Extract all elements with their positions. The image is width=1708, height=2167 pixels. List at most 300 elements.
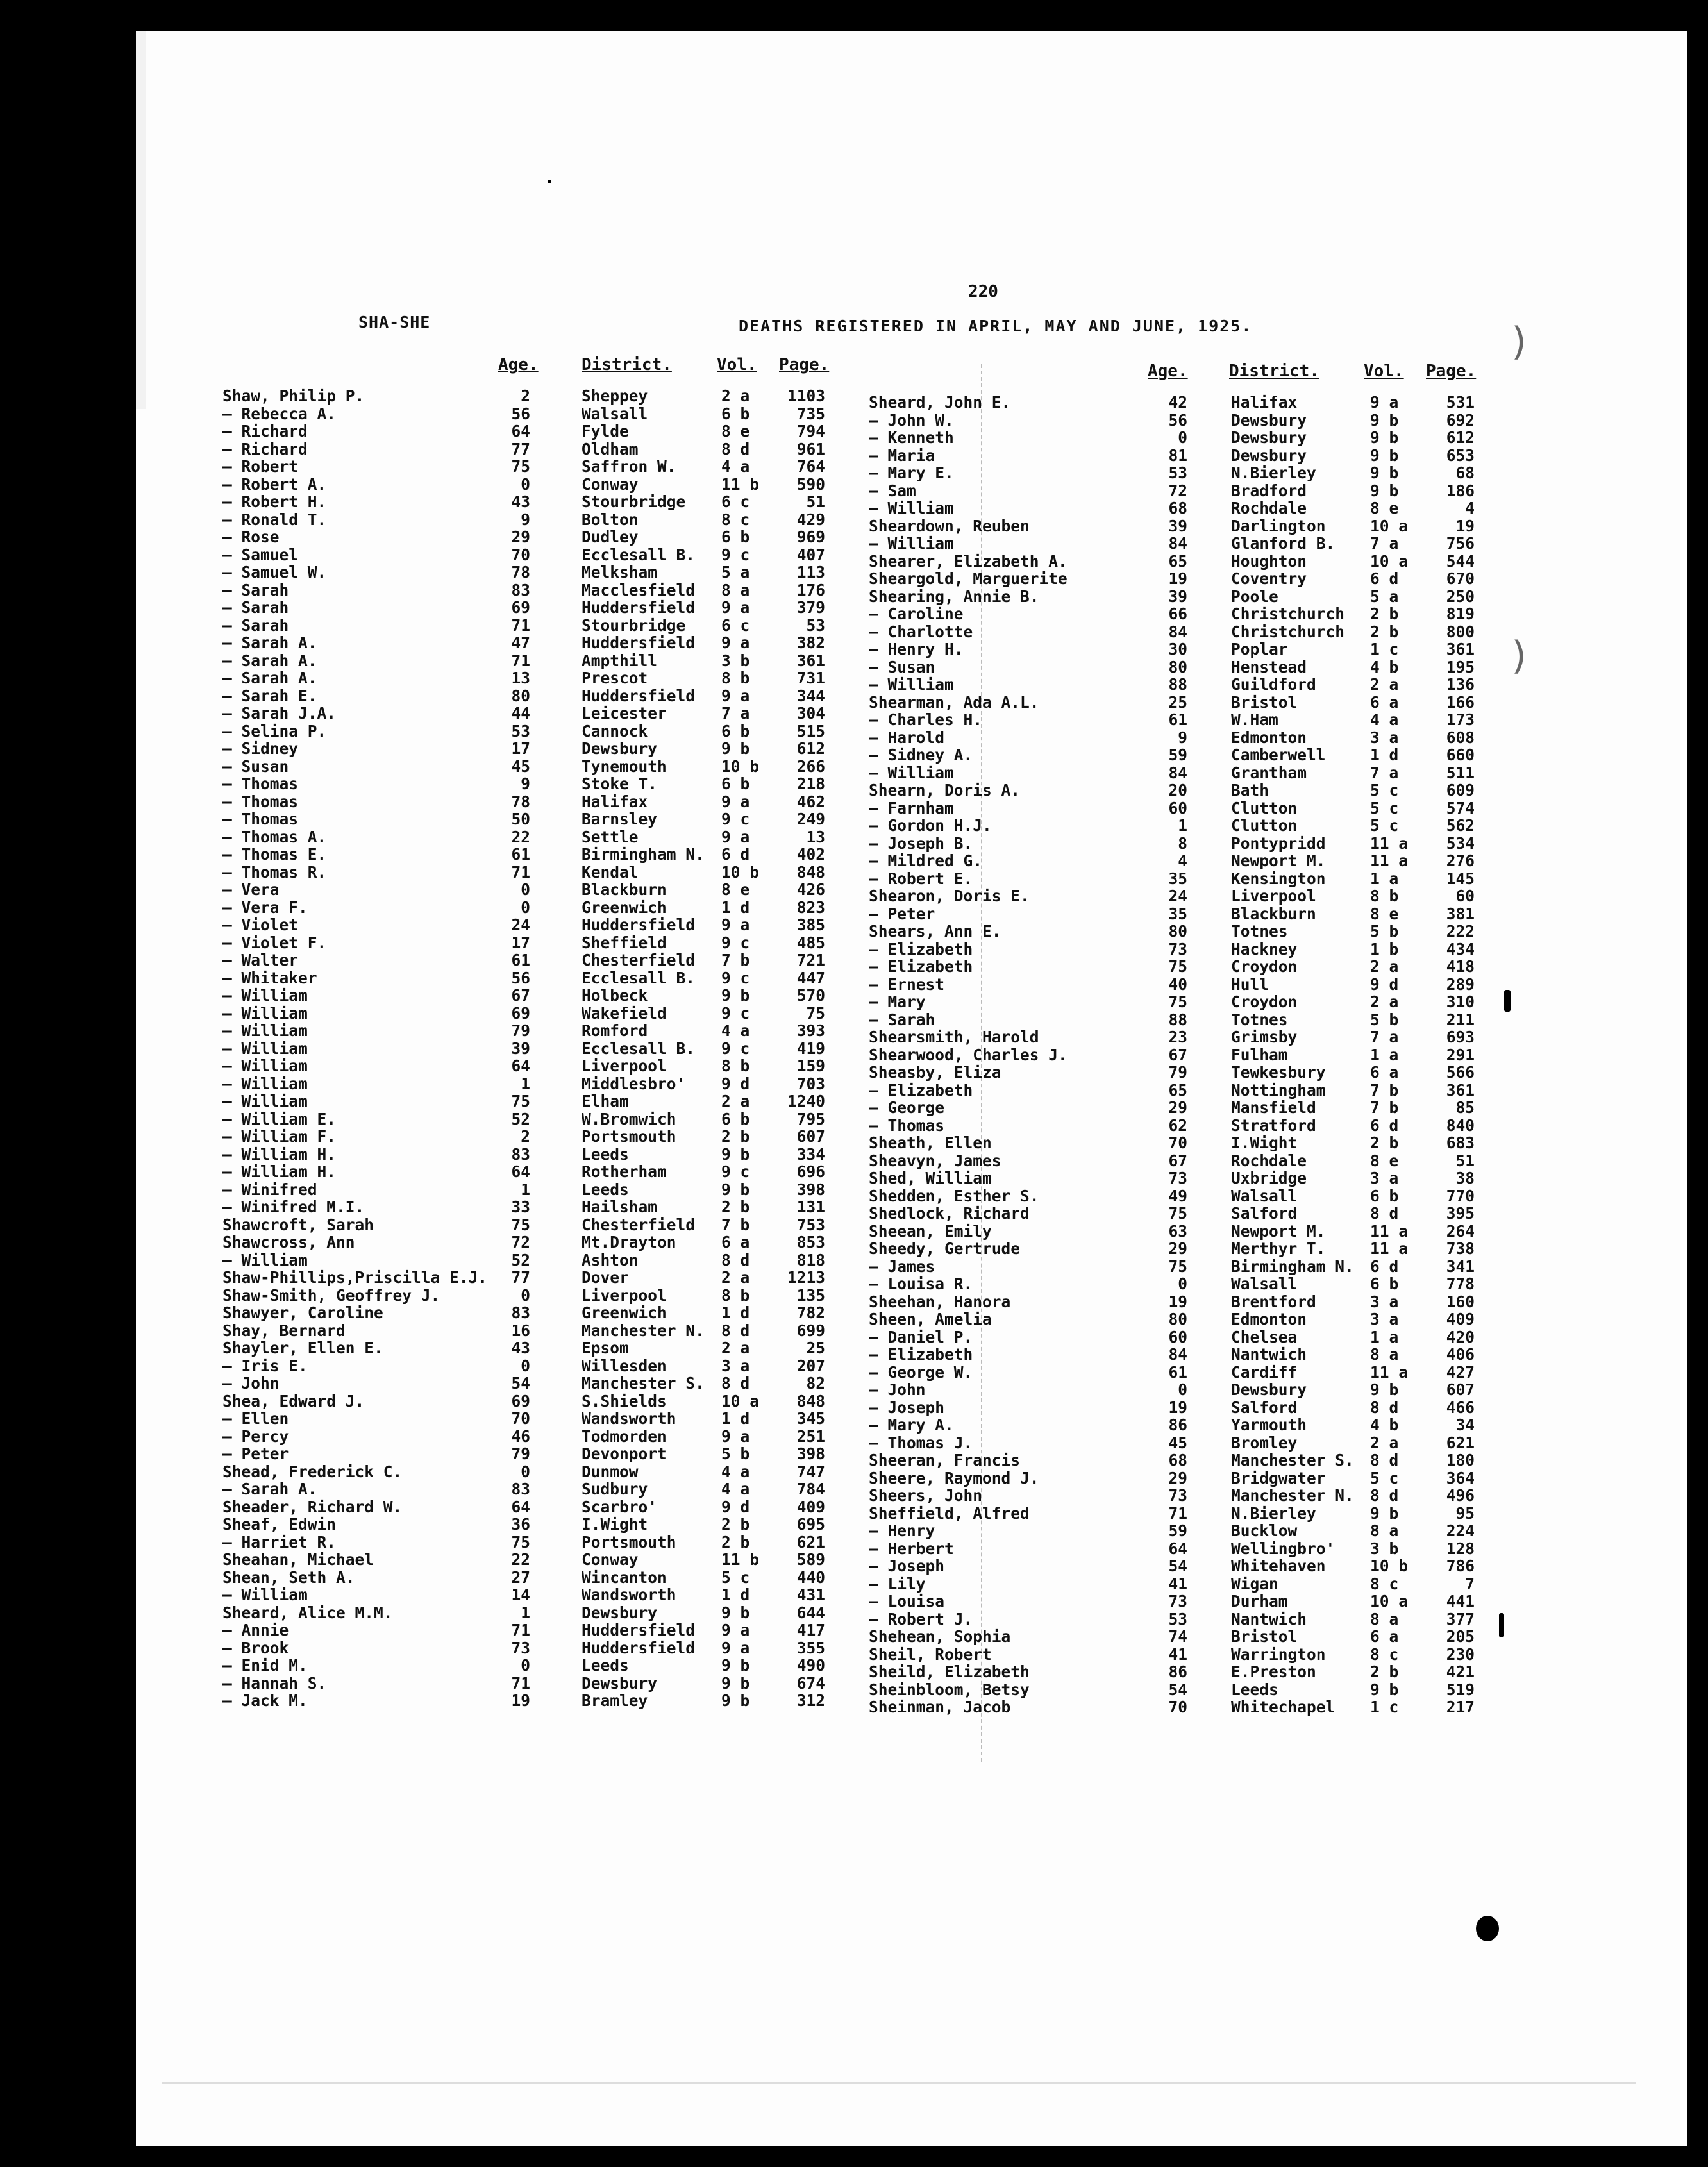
entry-age: 19 <box>1168 1398 1187 1417</box>
entry-name: — Sarah <box>222 580 289 599</box>
entry-vol: 1 a <box>1370 1327 1399 1346</box>
entry-age: 41 <box>1168 1644 1187 1664</box>
entry-name: — Louisa R. <box>869 1275 973 1293</box>
entry-page: 417 <box>796 1621 825 1639</box>
entry-district: Tynemouth <box>582 757 667 776</box>
entry-age: 53 <box>1168 1609 1187 1628</box>
entry-vol: 6 d <box>721 845 750 864</box>
entry-page: 670 <box>1446 569 1475 588</box>
entry-page: 38 <box>1455 1169 1475 1187</box>
entry-district: Barnsley <box>582 810 658 828</box>
entry-name: — Mildred G. <box>869 851 983 870</box>
entry-name: — Violet <box>222 916 299 934</box>
entry-vol: 6 b <box>721 1109 750 1128</box>
entry-district: Cardiff <box>1231 1362 1298 1382</box>
entry-district: Scarbro' <box>582 1497 658 1516</box>
entry-page: 381 <box>1446 904 1475 923</box>
entry-name: Sheahan, Michael <box>222 1550 374 1569</box>
entry-vol: 2 a <box>721 1092 750 1110</box>
entry-name: Shaw-Phillips,Priscilla E.J. <box>222 1268 488 1287</box>
entry-name: — Mary A. <box>869 1416 954 1434</box>
entry-vol: 2 b <box>721 1532 750 1552</box>
entry-vol: 9 a <box>721 1427 750 1446</box>
entry-district: Dewsbury <box>582 1673 658 1693</box>
entry-district: Liverpool <box>582 1057 667 1075</box>
entry-name: — Ernest <box>869 975 945 994</box>
entry-page: 699 <box>796 1321 825 1340</box>
entry-page: 364 <box>1446 1468 1475 1487</box>
entry-name: Sheath, Ellen <box>869 1134 992 1152</box>
entry-district: Nottingham <box>1231 1080 1326 1100</box>
entry-page: 574 <box>1446 798 1475 817</box>
entry-age: 75 <box>511 1092 530 1110</box>
entry-page: 355 <box>796 1638 825 1657</box>
entry-page: 379 <box>796 598 825 617</box>
entry-name: — Robert <box>222 457 299 476</box>
entry-name: — Daniel P. <box>869 1327 973 1346</box>
entry-name: Sheffield, Alfred <box>869 1503 1030 1523</box>
entry-age: 69 <box>511 1391 530 1410</box>
entry-district: Stourbridge <box>582 492 686 511</box>
entry-name: — Sam <box>869 481 916 500</box>
entry-district: Brentford <box>1231 1292 1316 1311</box>
entry-district: Clutton <box>1231 816 1298 835</box>
entry-page: 683 <box>1446 1134 1475 1152</box>
entry-district: Stratford <box>1231 1116 1316 1135</box>
entry-name: — Annie <box>222 1621 289 1639</box>
entry-district: Coventry <box>1231 569 1307 588</box>
entry-page: 19 <box>1455 516 1475 535</box>
entry-vol: 9 b <box>1370 464 1399 482</box>
entry-page: 608 <box>1446 728 1475 747</box>
entry-page: 644 <box>796 1603 825 1622</box>
entry-page: 60 <box>1455 887 1475 905</box>
entry-name: — William H. <box>222 1162 337 1181</box>
entry-vol: 8 d <box>1370 1204 1399 1223</box>
entry-district: Romford <box>582 1021 648 1040</box>
entry-district: Chesterfield <box>582 1215 696 1234</box>
entry-age: 71 <box>511 862 530 882</box>
entry-name: — Vera F. <box>222 898 308 917</box>
entry-district: Wandsworth <box>582 1409 676 1428</box>
entry-page: 304 <box>796 704 825 723</box>
entry-age: 65 <box>1168 551 1187 571</box>
entry-age: 45 <box>511 757 530 776</box>
entry-page: 703 <box>796 1074 825 1093</box>
entry-age: 73 <box>1168 1486 1187 1505</box>
entry-age: 59 <box>1168 1521 1187 1540</box>
entry-vol: 2 a <box>721 1339 750 1357</box>
entry-district: Elham <box>582 1092 629 1110</box>
entry-district: Huddersfield <box>582 916 696 934</box>
entry-vol: 8 e <box>1370 499 1399 517</box>
entry-vol: 8 d <box>721 439 750 458</box>
entry-age: 62 <box>1168 1116 1187 1135</box>
entry-district: Newport M. <box>1231 851 1326 870</box>
entry-vol: 6 b <box>721 774 750 793</box>
entry-age: 43 <box>511 1339 530 1357</box>
entry-age: 84 <box>1168 763 1187 782</box>
entry-vol: 9 b <box>721 1656 750 1675</box>
entry-name: Sheil, Robert <box>869 1644 992 1664</box>
ink-blot <box>1476 1916 1499 1941</box>
entry-district: Blackburn <box>1231 904 1316 923</box>
entry-district: Walsall <box>1231 1186 1298 1205</box>
entry-district: Croydon <box>1231 957 1298 976</box>
entry-name: Sheers, John <box>869 1486 983 1505</box>
entry-district: Dover <box>582 1268 629 1287</box>
entry-age: 88 <box>1168 1010 1187 1029</box>
entry-name: — Winifred <box>222 1180 317 1199</box>
entry-district: Portsmouth <box>582 1532 676 1552</box>
entry-age: 75 <box>1168 957 1187 976</box>
entry-age: 0 <box>521 1462 530 1481</box>
entry-page: 721 <box>796 951 825 969</box>
entry-name: — Charles H. <box>869 710 983 729</box>
header-age-right: Age. <box>1148 362 1188 381</box>
entry-page: 531 <box>1446 393 1475 412</box>
entry-age: 77 <box>511 439 530 458</box>
entry-page: 431 <box>796 1586 825 1604</box>
entry-age: 69 <box>511 1003 530 1023</box>
entry-name: — Sarah A. <box>222 633 317 652</box>
entry-page: 393 <box>796 1021 825 1040</box>
entry-vol: 1 b <box>1370 939 1399 958</box>
entry-district: Bucklow <box>1231 1521 1298 1540</box>
entry-vol: 9 a <box>721 1638 750 1657</box>
entry-age: 83 <box>511 1144 530 1164</box>
entry-vol: 6 b <box>721 528 750 546</box>
entry-age: 83 <box>511 1480 530 1498</box>
entry-name: Shawcroft, Sarah <box>222 1215 374 1234</box>
entry-age: 0 <box>1178 1380 1187 1399</box>
entry-district: Ampthill <box>582 651 658 670</box>
entry-vol: 7 a <box>721 704 750 723</box>
entry-name: Sheard, John E. <box>869 393 1011 412</box>
entry-age: 29 <box>1168 1239 1187 1258</box>
entry-age: 20 <box>1168 781 1187 799</box>
entry-district: Dewsbury <box>1231 428 1307 447</box>
entry-name: — Thomas <box>222 774 299 793</box>
entry-vol: 8 d <box>721 1250 750 1269</box>
entry-name: Sheehan, Hanora <box>869 1292 1011 1311</box>
entry-district: Dewsbury <box>1231 446 1307 465</box>
entry-age: 23 <box>1168 1028 1187 1046</box>
entry-age: 71 <box>511 1673 530 1693</box>
entry-name: Sheardown, Reuben <box>869 516 1030 535</box>
entry-vol: 2 a <box>1370 675 1399 694</box>
entry-age: 83 <box>511 1303 530 1322</box>
entry-page: 490 <box>796 1656 825 1675</box>
entry-name: Sheild, Elizabeth <box>869 1662 1030 1681</box>
entry-page: 266 <box>796 757 825 776</box>
entry-age: 52 <box>511 1250 530 1269</box>
entry-name: Shedlock, Richard <box>869 1204 1030 1223</box>
entry-vol: 5 c <box>1370 1468 1399 1487</box>
entry-name: — Thomas <box>222 810 299 828</box>
entry-age: 61 <box>511 845 530 864</box>
entry-page: 848 <box>796 862 825 882</box>
entry-page: 207 <box>796 1356 825 1375</box>
entry-district: Portsmouth <box>582 1127 676 1146</box>
entry-vol: 9 b <box>1370 481 1399 500</box>
entry-district: Chelsea <box>1231 1327 1298 1346</box>
entry-page: 795 <box>796 1109 825 1128</box>
entry-age: 54 <box>511 1374 530 1393</box>
entry-name: — Robert J. <box>869 1609 973 1628</box>
entry-district: N.Bierley <box>1231 464 1316 482</box>
entry-page: 85 <box>1455 1098 1475 1117</box>
entry-district: Nantwich <box>1231 1609 1307 1628</box>
entry-name: — William <box>222 1074 308 1093</box>
entry-name: — Robert A. <box>222 474 327 494</box>
entry-vol: 9 b <box>1370 1503 1399 1523</box>
entry-age: 75 <box>511 1532 530 1552</box>
entry-name: — William <box>222 1586 308 1604</box>
entry-name: — William <box>222 1039 308 1058</box>
entry-age: 61 <box>511 951 530 969</box>
entry-age: 70 <box>511 545 530 564</box>
entry-vol: 9 a <box>721 792 750 811</box>
entry-age: 45 <box>1168 1433 1187 1452</box>
entry-age: 16 <box>511 1321 530 1340</box>
entry-district: N.Bierley <box>1231 1503 1316 1523</box>
entry-name: — Joseph <box>869 1557 945 1575</box>
entry-name: — Sarah A. <box>222 651 317 670</box>
entry-age: 29 <box>511 528 530 546</box>
entry-name: — John W. <box>869 410 954 430</box>
entry-page: 264 <box>1446 1221 1475 1241</box>
entry-name: Sheedy, Gertrude <box>869 1239 1021 1258</box>
entry-page: 75 <box>806 1003 825 1023</box>
entry-name: — Harold <box>869 728 945 747</box>
entry-vol: 5 a <box>1370 587 1399 606</box>
entry-page: 589 <box>796 1550 825 1569</box>
entry-district: Hackney <box>1231 939 1298 958</box>
entry-name: — Hannah S. <box>222 1673 327 1693</box>
entry-name: Sheeran, Francis <box>869 1451 1021 1469</box>
entry-page: 95 <box>1455 1503 1475 1523</box>
entry-district: Settle <box>582 827 639 846</box>
entry-name: — Brook <box>222 1638 289 1657</box>
entry-vol: 7 a <box>1370 763 1399 782</box>
entry-name: Sheard, Alice M.M. <box>222 1603 393 1622</box>
entry-vol: 5 c <box>1370 816 1399 835</box>
entry-age: 47 <box>511 633 530 652</box>
entry-name: — Sarah <box>222 615 289 635</box>
entry-district: Kensington <box>1231 869 1326 888</box>
entry-district: Birmingham N. <box>582 845 705 864</box>
entry-district: Manchester N. <box>582 1321 705 1340</box>
entry-age: 64 <box>1168 1539 1187 1558</box>
entry-vol: 2 b <box>721 1198 750 1216</box>
entry-page: 82 <box>806 1374 825 1393</box>
entry-district: Conway <box>582 1550 639 1569</box>
entry-vol: 3 b <box>721 651 750 670</box>
entry-age: 60 <box>1168 798 1187 817</box>
entry-page: 131 <box>796 1198 825 1216</box>
entry-age: 30 <box>1168 640 1187 658</box>
entry-name: Shedden, Esther S. <box>869 1186 1039 1205</box>
entry-district: Wincanton <box>582 1568 667 1587</box>
entry-district: Leicester <box>582 704 667 723</box>
entry-name: — Walter <box>222 951 299 969</box>
entry-age: 56 <box>511 404 530 423</box>
entry-age: 80 <box>511 686 530 705</box>
entry-name: — Peter <box>222 1444 289 1463</box>
entry-district: Uxbridge <box>1231 1169 1307 1187</box>
entry-name: — Richard <box>222 439 308 458</box>
entry-page: 653 <box>1446 446 1475 465</box>
entry-name: Shehean, Sophia <box>869 1627 1011 1646</box>
entry-page: 249 <box>796 810 825 828</box>
entry-vol: 9 d <box>721 1497 750 1516</box>
entry-vol: 11 a <box>1370 851 1409 870</box>
entry-page: 409 <box>1446 1310 1475 1328</box>
entry-page: 770 <box>1446 1186 1475 1205</box>
entry-name: Shea, Edward J. <box>222 1391 365 1410</box>
entry-age: 29 <box>1168 1468 1187 1487</box>
entry-vol: 6 b <box>721 721 750 740</box>
entry-vol: 1 c <box>1370 640 1399 658</box>
entry-vol: 8 d <box>721 1374 750 1393</box>
entry-district: Rotherham <box>582 1162 667 1181</box>
entry-vol: 1 a <box>1370 1045 1399 1064</box>
entry-age: 53 <box>511 721 530 740</box>
entry-district: Stoke T. <box>582 774 658 793</box>
entry-vol: 8 e <box>721 880 750 899</box>
entry-vol: 11 a <box>1370 1362 1409 1382</box>
entry-page: 738 <box>1446 1239 1475 1258</box>
entry-age: 52 <box>511 1109 530 1128</box>
entry-vol: 3 a <box>1370 1292 1399 1311</box>
entry-page: 377 <box>1446 1609 1475 1628</box>
entry-age: 64 <box>511 422 530 440</box>
entry-name: — Farnham <box>869 798 954 817</box>
entry-district: Holbeck <box>582 986 648 1005</box>
entry-age: 84 <box>1168 622 1187 641</box>
entry-vol: 9 b <box>721 1144 750 1164</box>
entry-district: Saffron W. <box>582 457 676 476</box>
scan-edge <box>162 2082 1636 2084</box>
entry-page: 382 <box>796 633 825 652</box>
entry-name: — Sarah A. <box>222 669 317 687</box>
entry-vol: 9 b <box>1370 1380 1399 1399</box>
entry-vol: 8 d <box>1370 1451 1399 1469</box>
entry-district: Dudley <box>582 528 639 546</box>
entry-district: Wakefield <box>582 1003 667 1023</box>
entry-district: Clutton <box>1231 798 1298 817</box>
entry-page: 361 <box>796 651 825 670</box>
entry-page: 128 <box>1446 1539 1475 1558</box>
entry-vol: 6 b <box>1370 1186 1399 1205</box>
entry-vol: 8 b <box>721 1057 750 1075</box>
entry-vol: 4 a <box>1370 710 1399 729</box>
entry-district: Bridgwater <box>1231 1468 1326 1487</box>
entry-vol: 9 a <box>721 686 750 705</box>
entry-vol: 5 c <box>1370 781 1399 799</box>
entry-district: Wigan <box>1231 1574 1278 1593</box>
entry-age: 0 <box>1178 1275 1187 1293</box>
entry-page: 693 <box>1446 1028 1475 1046</box>
entry-district: Walsall <box>1231 1275 1298 1293</box>
entry-page: 794 <box>796 422 825 440</box>
entry-age: 78 <box>511 792 530 811</box>
entry-age: 9 <box>521 510 530 529</box>
entry-district: Blackburn <box>582 880 667 899</box>
entry-district: Sheffield <box>582 933 667 952</box>
entry-district: Bromley <box>1231 1433 1298 1452</box>
entry-vol: 7 b <box>1370 1098 1399 1117</box>
entry-name: Shayler, Ellen E. <box>222 1339 383 1357</box>
entry-district: Leeds <box>582 1656 629 1675</box>
entry-age: 61 <box>1168 710 1187 729</box>
entry-vol: 9 d <box>1370 975 1399 994</box>
margin-mark <box>1499 1613 1504 1637</box>
entry-page: 466 <box>1446 1398 1475 1417</box>
entry-vol: 7 b <box>721 951 750 969</box>
entry-name: Sheader, Richard W. <box>222 1497 403 1516</box>
header-district-left: District. <box>582 355 672 374</box>
entry-name: Sheaf, Edwin <box>222 1515 337 1534</box>
entry-age: 19 <box>511 1691 530 1710</box>
entry-district: Christchurch <box>1231 622 1345 641</box>
entry-page: 440 <box>796 1568 825 1587</box>
entry-district: Huddersfield <box>582 1638 696 1657</box>
entry-age: 35 <box>1168 904 1187 923</box>
entry-age: 66 <box>1168 605 1187 623</box>
entry-vol: 7 a <box>1370 1028 1399 1046</box>
entry-district: Christchurch <box>1231 605 1345 623</box>
entry-age: 60 <box>1168 1327 1187 1346</box>
entry-age: 79 <box>1168 1063 1187 1082</box>
entry-district: Manchester S. <box>1231 1451 1354 1469</box>
entry-district: Grimsby <box>1231 1028 1298 1046</box>
entry-district: Dewsbury <box>1231 1380 1307 1399</box>
entry-page: 159 <box>796 1057 825 1075</box>
entry-page: 385 <box>796 916 825 934</box>
entry-vol: 3 a <box>1370 1310 1399 1328</box>
entry-district: Greenwich <box>582 898 667 917</box>
entry-age: 86 <box>1168 1416 1187 1434</box>
entry-age: 72 <box>511 1233 530 1251</box>
entry-name: — Lily <box>869 1574 926 1593</box>
entry-age: 67 <box>511 986 530 1005</box>
entry-name: Shears, Ann E. <box>869 922 1001 941</box>
entry-vol: 5 c <box>721 1568 750 1587</box>
entry-age: 0 <box>521 1285 530 1305</box>
entry-page: 511 <box>1446 763 1475 782</box>
entry-name: — Herbert <box>869 1539 954 1558</box>
entry-page: 692 <box>1446 410 1475 430</box>
entry-page: 395 <box>1446 1204 1475 1223</box>
margin-mark: ) <box>1508 633 1532 678</box>
entry-vol: 9 b <box>1370 1680 1399 1699</box>
entry-age: 70 <box>511 1409 530 1428</box>
entry-district: I.Wight <box>582 1515 648 1534</box>
entry-name: — Elizabeth <box>869 1080 973 1100</box>
entry-vol: 6 b <box>721 404 750 423</box>
entry-page: 186 <box>1446 481 1475 500</box>
entry-district: Conway <box>582 474 639 494</box>
entry-name: Shearwood, Charles J. <box>869 1045 1068 1064</box>
entry-district: Macclesfield <box>582 580 696 599</box>
entry-name: — William F. <box>222 1127 337 1146</box>
entry-name: — Joseph <box>869 1398 945 1417</box>
entry-vol: 8 d <box>721 1321 750 1340</box>
entry-page: 224 <box>1446 1521 1475 1540</box>
entry-page: 969 <box>796 528 825 546</box>
